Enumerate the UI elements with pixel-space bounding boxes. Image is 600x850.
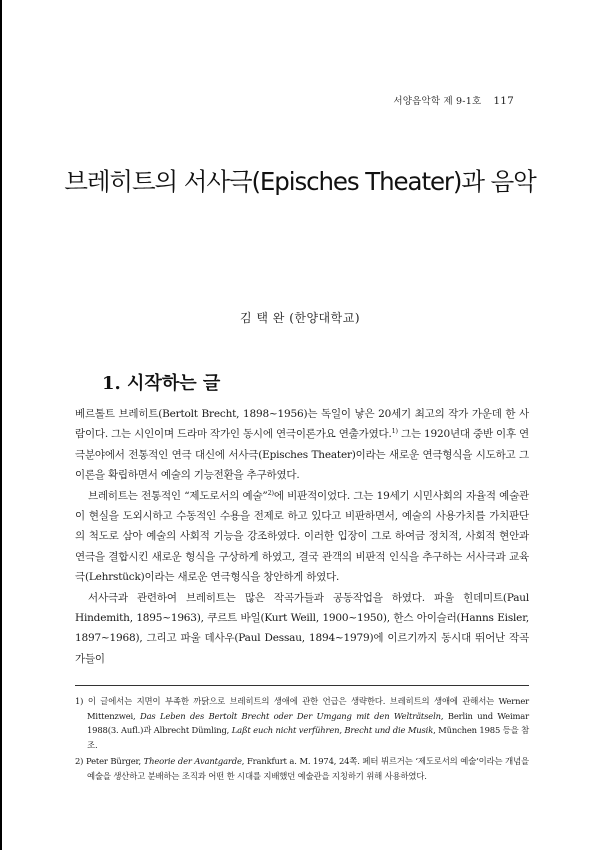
footnote-1 <box>75 694 529 752</box>
footnote-1-title-2: Laßt euch nicht verführen, Brecht und die Musik <box>231 725 434 736</box>
paragraph-1-part-a: 베르톨트 브레히트(Bertolt Brecht, 1898~1956)는 독일이 낳은 20세기 최고의 작가 가운데 한 사람이다. 그는 시인이며 드라마 작가인 동시에 연극이론가요 연출가였다. <box>75 408 529 441</box>
footnote-2-pre: 2) Peter Bürger, <box>75 756 144 767</box>
footnote-2 <box>75 754 529 783</box>
author-line: 김 택 완 (한양대학교) <box>239 311 361 325</box>
paragraph-1 <box>75 404 529 486</box>
paragraph-2-part-a: 브레히트는 전통적인 “제도로서의 예술” <box>88 489 268 502</box>
page-number: 117 <box>493 95 514 107</box>
footnotes <box>75 694 529 786</box>
footnote-2-post: , Frankfurt a. M. 1974, 24쪽. 페터 뷔르거는 ‘제도로서의 예술’이라는 개념을 예술을 생산하고 분배하는 조직과 어떤 한 시대를 지배했던 예술관을 지칭하기 위해 사용하였다. <box>87 756 529 781</box>
paragraph-2-part-b: 에 비판적이었다. 그는 19세기 시민사회의 자율적 예술관이 현실을 도외시하고 수동적인 수용을 전제로 하고 있다고 비판하면서, 예술의 사용가치를 가치판단의 척도로 삼아 예술의 사회적 기능을 강조하였다. 이러한 입장이 그로 하여금 정치적, 사회적 현안과 연극을 결합시킨 새로운 형식을 구상하게 하였고, 결국 관객의 비판적 인식을 추구하는 서사극과 교육극(Lehrstück)이라는 새로운 연극형식을 창안하게 하였다. <box>75 489 529 584</box>
footnote-ref-2: 2) <box>267 488 274 497</box>
paragraph-2 <box>75 486 529 588</box>
page-edge-line <box>0 0 2 850</box>
article-title: 브레히트의 서사극(Episches Theater)과 음악 <box>64 167 536 196</box>
paragraph-3: 서사극과 관련하여 브레히트는 많은 작곡가들과 공동작업을 하였다. 파울 힌데미트(Paul Hindemith, 1895~1963), 쿠르트 바일(Kurt Weill, 1900~1950), 한스 아이슬러(Hanns Eisler, 1897~1968), 그리고 파울 데사우(Paul Dessau, 1894~1979)에 이르기까지 동시대 뛰어난 작곡가들이 <box>75 591 529 665</box>
footnote-1-post: , München 1985 등을 참조. <box>87 725 530 750</box>
section-heading: 1. 시작하는 글 <box>102 373 221 394</box>
footnote-divider <box>75 685 529 686</box>
body-text <box>75 404 529 669</box>
footnote-1-mid: , Berlin und Weimar 1988(3. Aufl.)과 Albrecht Dümling, <box>87 710 530 736</box>
running-header <box>393 93 514 107</box>
journal-name: 서양음악학 제 9-1호 <box>393 96 482 107</box>
footnote-1-title-1: Das Leben des Bertolt Brecht oder Der Umgang mit den Welträtseln <box>140 710 441 721</box>
footnote-ref-1: 1) <box>391 427 398 436</box>
paragraph-1-part-b: 그는 1920년대 중반 이후 연극분야에서 전통적인 연극 대신에 서사극(Episches Theater)이라는 새로운 연극형식을 시도하고 그 이론을 확립하면서 예술의 기능전환을 추구하였다. <box>75 428 529 482</box>
footnote-2-title: Theorie der Avantgarde <box>143 756 242 767</box>
footnote-1-pre: 1) 이 글에서는 지면이 부족한 까닭으로 브레히트의 생애에 관한 언급은 생략한다. 브레히트의 생애에 관해서는 Werner Mittenzwei, <box>75 696 529 721</box>
